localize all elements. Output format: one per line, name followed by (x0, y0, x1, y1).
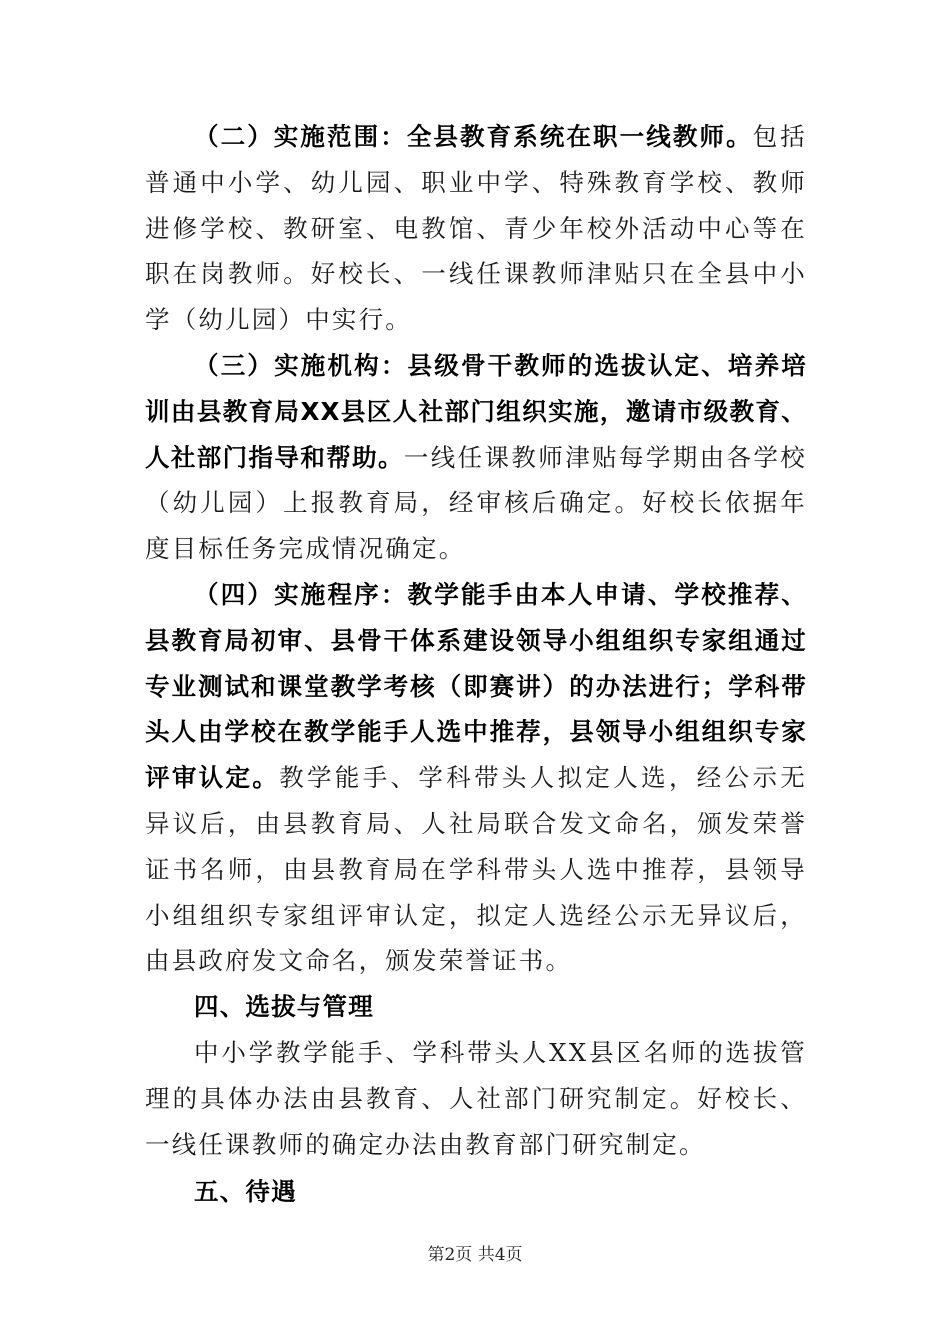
paragraph-implementation-scope (145, 114, 807, 343)
procedure-body: 教学能手、学科带头人拟定人选，经公示无异议后，由县教育局、人社局联合发文命名，颁发荣誉证书名师，由县教育局在学科带头人选中推荐，县领导小组组织专家组评审认定，拟定人选经公示无异议后，由县政府发文命名，颁发荣誉证书。 (145, 763, 807, 976)
paragraph-selection-management: 中小学教学能手、学科带头人XX县区名师的选拔管理的具体办法由县教育、人社部门研究制定。好校长、一线任课教师的确定办法由教育部门研究制定。 (145, 1037, 807, 1159)
heading-selection-management: 四、选拔与管理 (194, 992, 374, 1022)
document-body (145, 114, 807, 1215)
agency-body: 一线任课教师津贴每学期由各学校（幼儿园）上报教育局，经审核后确定。好校长依据年度目标任务完成情况确定。 (145, 442, 807, 564)
scope-body: 包括普通中小学、幼儿园、职业中学、特殊教育学校、教师进修学校、教研室、电教馆、青少年校外活动中心等在职在岗教师。好校长、一线任课教师津贴只在全县中小学（幼儿园）中实行。 (145, 122, 807, 335)
paragraph-implementation-procedure (145, 572, 807, 984)
procedure-lead: （四）实施程序：教学能手由本人申请、学校推荐、县教育局初审、县骨干体系建设领导小组组织专家组通过专业测试和课堂教学考核（即赛讲）的办法进行；学科带头人由学校在教学能手人选中推荐，县领导小组组织专家评审认定。 (145, 579, 807, 793)
agency-lead: （三）实施机构：县级骨干教师的选拔认定、培养培训由县教育局XX县区人社部门组织实施，邀请市级教育、人社部门指导和帮助。 (145, 350, 807, 472)
scope-lead: （二）实施范围：全县教育系统在职一线教师。 (194, 122, 753, 151)
paragraph-implementation-agency (145, 343, 807, 572)
page-number-footer: 第2页 共4页 (427, 1245, 523, 1265)
heading-benefits: 五、待遇 (194, 1177, 297, 1207)
